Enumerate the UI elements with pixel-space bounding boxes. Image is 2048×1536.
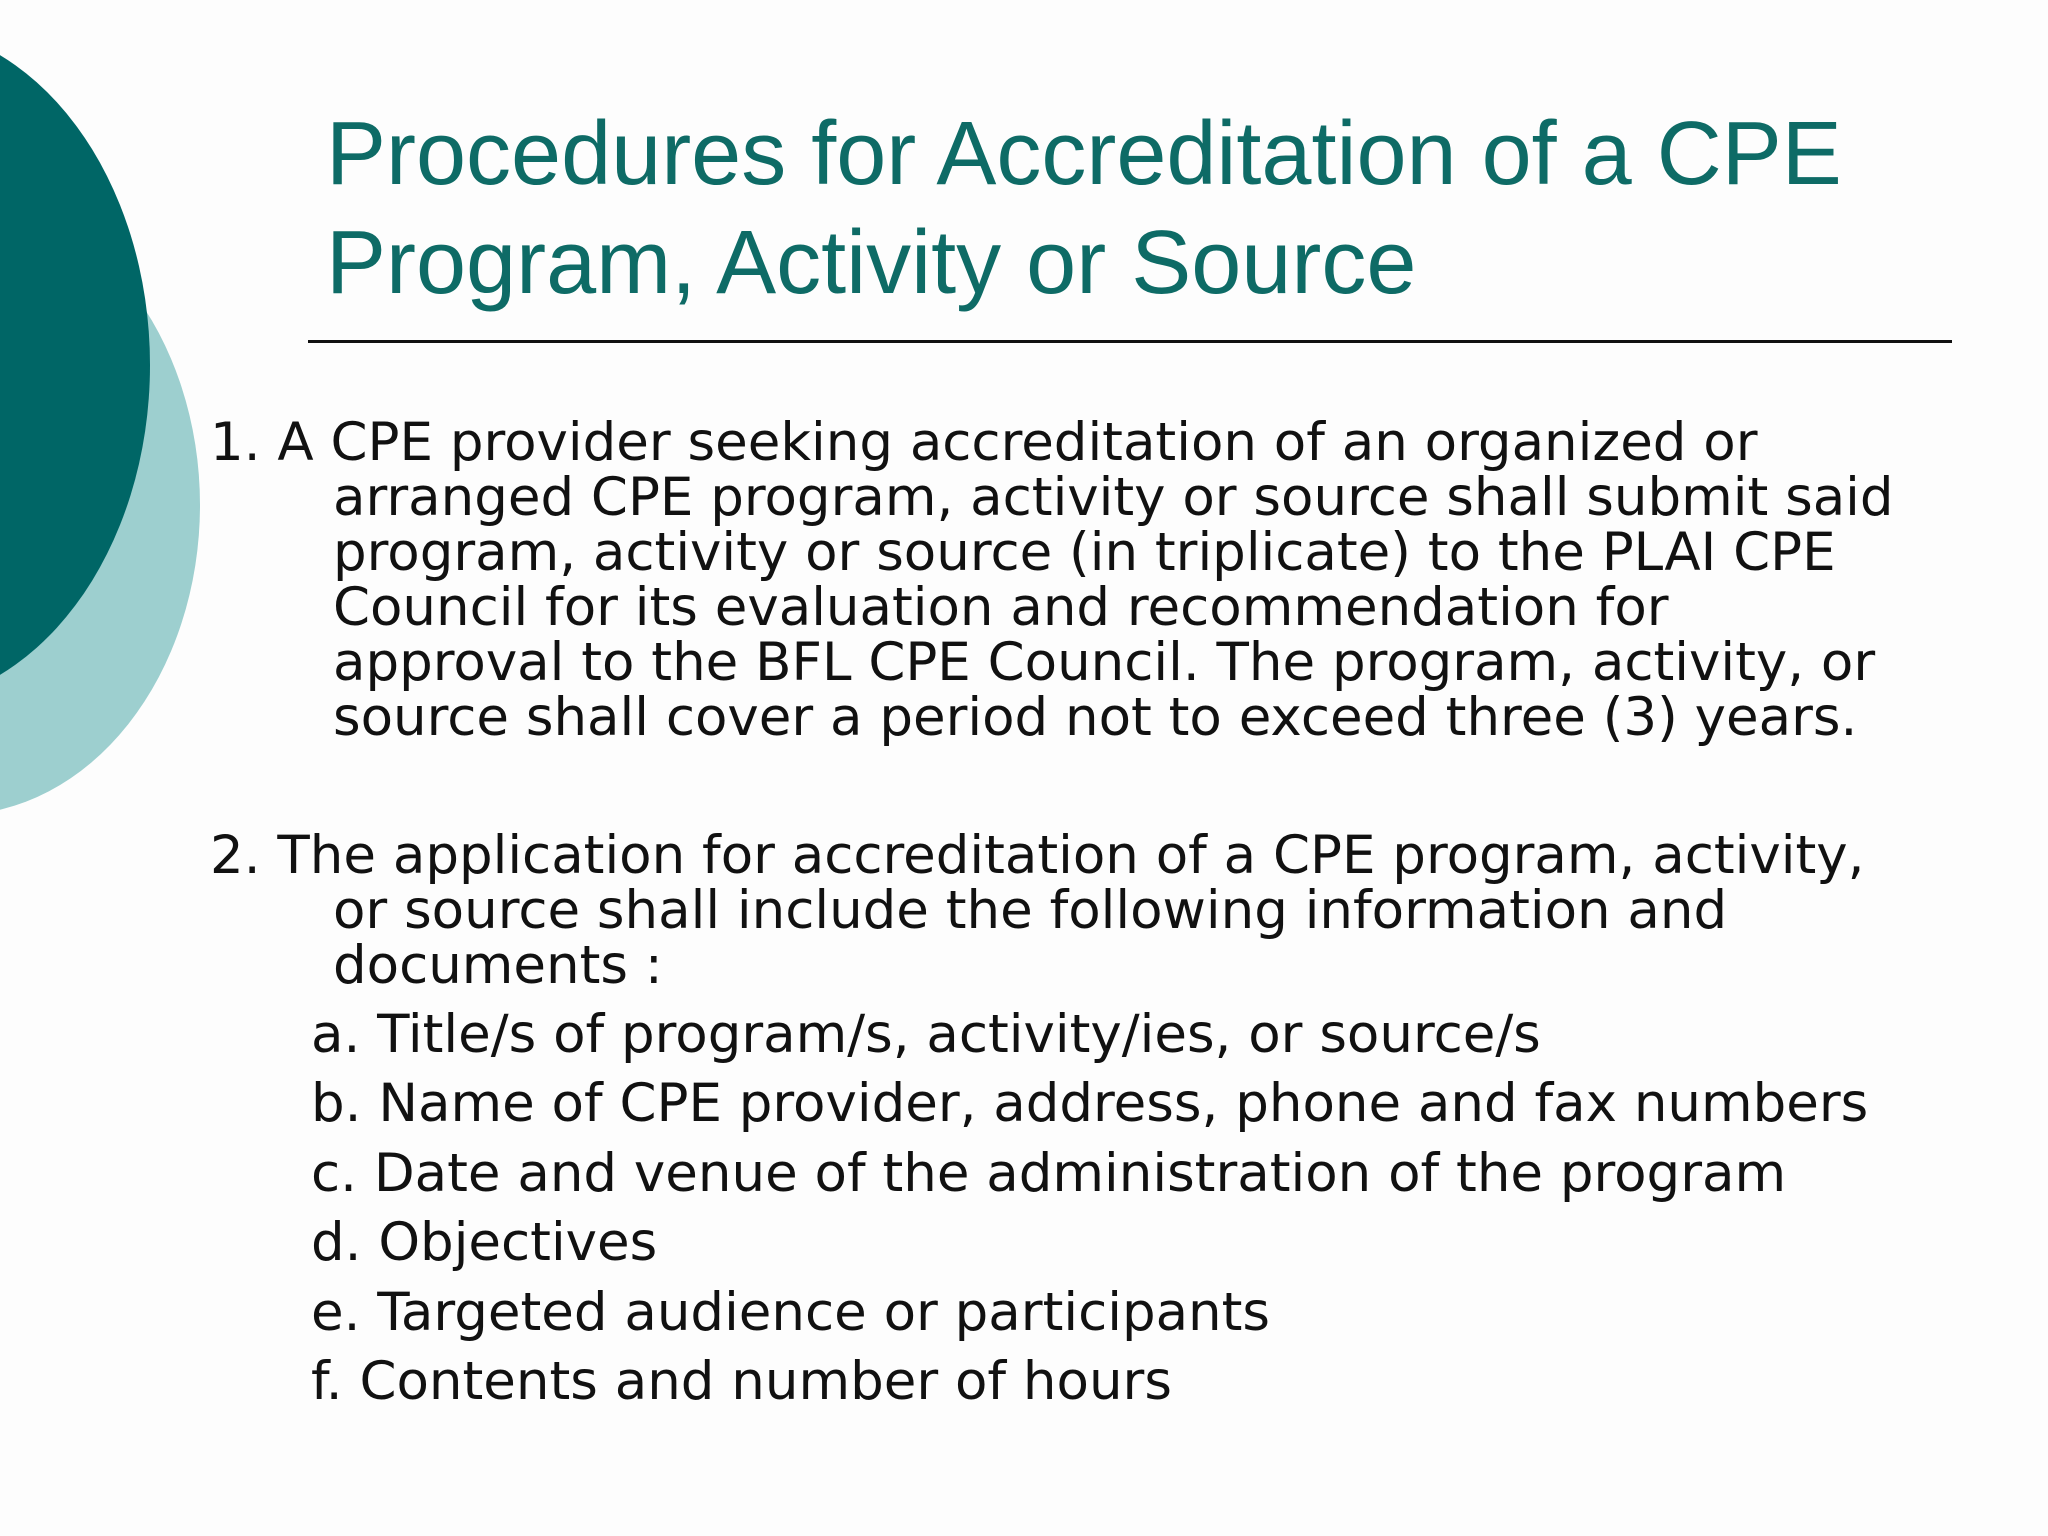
slide-title-line-2: Program, Activity or Source — [326, 213, 1417, 313]
list-item-1-line: source shall cover a period not to exceed three (3) years. — [333, 687, 1858, 748]
slide-title — [326, 100, 1946, 318]
sub-item-b: b. Name of CPE provider, address, phone and fax numbers — [311, 1073, 1869, 1134]
list-item-1-line: arranged CPE program, activity or source shall submit said — [333, 467, 1894, 528]
sub-item-d: d. Objectives — [311, 1212, 658, 1273]
list-item-1-line: 1. A CPE provider seeking accreditation of an organized or — [210, 412, 1758, 473]
list-item-2-line: documents : — [333, 935, 663, 996]
slide-title-line-1: Procedures for Accreditation of a CPE — [326, 104, 1842, 204]
list-item-1 — [210, 412, 2040, 748]
list-item-1-line: approval to the BFL CPE Council. The program, activity, or — [333, 632, 1876, 693]
sub-item-c: c. Date and venue of the administration of the program — [311, 1143, 1787, 1204]
list-item-2 — [210, 825, 2040, 996]
list-item-1-line: Council for its evaluation and recommendation for — [333, 577, 1669, 638]
sub-item-e: e. Targeted audience or participants — [311, 1282, 1271, 1343]
list-item-2-line: 2. The application for accreditation of a CPE program, activity, — [210, 825, 1865, 886]
list-item-1-line: program, activity or source (in triplicate) to the PLAI CPE — [333, 522, 1836, 583]
sub-item-a: a. Title/s of program/s, activity/ies, or source/s — [311, 1004, 1541, 1065]
sub-item-f: f. Contents and number of hours — [311, 1351, 1172, 1412]
list-item-2-line: or source shall include the following information and — [333, 880, 1728, 941]
title-divider — [308, 340, 1952, 343]
